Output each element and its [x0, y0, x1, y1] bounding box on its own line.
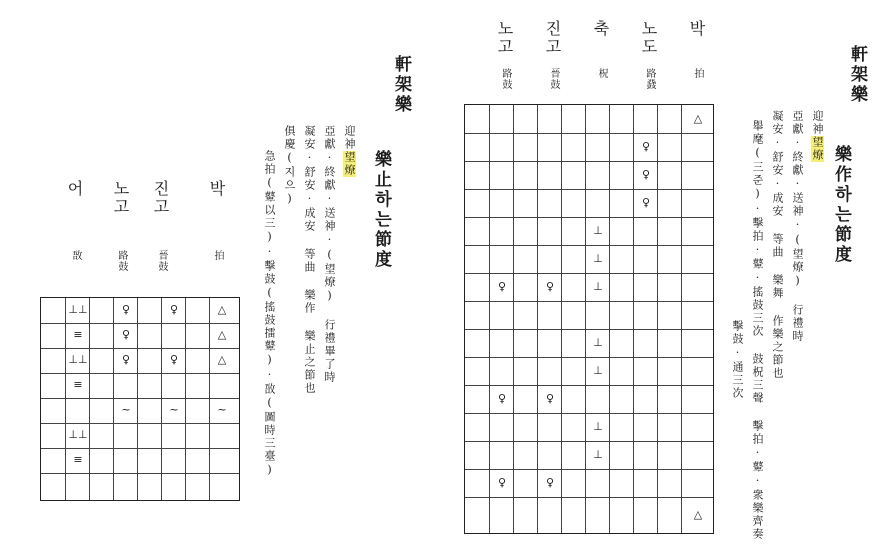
left-sym-17: ~: [217, 403, 227, 416]
left-sym-15: △: [217, 328, 227, 341]
right-page: [440, 0, 883, 547]
right-drum-6: ♀: [497, 392, 507, 405]
left-sym-5: ⊥⊥: [68, 428, 88, 441]
right-tick-6: ⊥: [593, 420, 603, 433]
left-line-2: 亞獻·終獻·送神·(望燎) 行禮畢了時: [323, 125, 336, 384]
left-title: 軒架樂: [391, 55, 411, 115]
right-tick-7: ⊥: [593, 448, 603, 461]
right-line-3: 凝安·舒安·成安 等曲 樂舞 作樂之節也: [771, 110, 784, 380]
left-line-4: 俱慶(지으): [283, 125, 296, 207]
right-line-1: 迎神望燎: [811, 110, 824, 162]
left-sym-4: ≡: [73, 378, 83, 391]
left-subtitle: 樂止하는節度: [371, 150, 391, 270]
left-col-hanja-3: 路鼓: [116, 250, 127, 272]
right-drum-3: ♀: [641, 196, 651, 209]
right-tick-1: ⊥: [593, 224, 603, 237]
right-col-header-4: 진고: [543, 20, 562, 56]
left-sym-16: △: [217, 353, 227, 366]
right-col-hanja-2: 路鼗: [644, 68, 655, 90]
right-subtitle: 樂作하는節度: [831, 145, 851, 265]
right-highlight: 望燎: [811, 136, 824, 162]
left-col-hanja-2: 晉鼓: [156, 250, 167, 272]
right-drum-1: ♀: [641, 140, 651, 153]
left-col-hanja-4: 敔: [70, 250, 81, 261]
right-drum-4: ♀: [497, 280, 507, 293]
left-sym-8: ♀: [121, 328, 131, 341]
right-tick-4: ⊥: [593, 336, 603, 349]
left-col-header-2: 진고: [151, 180, 170, 216]
left-sym-11: ♀: [169, 303, 179, 316]
left-col-hanja-1: 拍: [212, 250, 223, 261]
left-sym-10: ~: [121, 403, 131, 416]
right-line-5: 擊鼓·通三次: [731, 320, 744, 400]
right-col-header-5: 노고: [495, 20, 514, 56]
left-sym-1: ⊥⊥: [68, 303, 88, 316]
right-col-hanja-4: 晉鼓: [548, 68, 559, 90]
right-col-header-2: 노도: [639, 20, 658, 56]
right-drum-8: ♀: [497, 476, 507, 489]
right-line-4: 舉麾(三준)·擊拍·鼙·搖鼓三次 鼓柷三聲 擊拍·鼙·衆樂齊奏: [751, 120, 764, 541]
left-line-1: 迎神望燎: [343, 125, 356, 177]
left-sym-2: ≡: [73, 328, 83, 341]
left-col-header-3: 노고: [111, 180, 130, 216]
right-tick-2: ⊥: [593, 252, 603, 265]
right-title: 軒架樂: [847, 45, 867, 105]
left-line-3: 凝安·舒安·成安 等曲 樂作 樂止之節也: [303, 125, 316, 395]
right-col-hanja-1: 拍: [692, 68, 703, 79]
left-sym-9: ♀: [121, 353, 131, 366]
left-sym-14: △: [217, 303, 227, 316]
left-notation-grid: [40, 297, 240, 501]
right-tri-bottom: △: [693, 508, 703, 521]
right-col-header-1: 박: [687, 20, 706, 38]
right-drum-5: ♀: [545, 280, 555, 293]
left-sym-12: ♀: [169, 353, 179, 366]
right-tri-top: △: [693, 112, 703, 125]
left-sym-3: ⊥⊥: [68, 353, 88, 366]
left-highlight: 望燎: [343, 151, 356, 177]
left-line-5: 急拍(鼙以三)·擊鼓(搖鼓擂鼙)·敔(圖時三臺): [263, 150, 276, 478]
right-drum-2: ♀: [641, 168, 651, 181]
right-line-2: 亞獻·終獻·送神·(望燎) 行禮時: [791, 110, 804, 343]
left-col-header-4: 어: [65, 180, 84, 198]
left-sym-7: ♀: [121, 303, 131, 316]
right-col-header-3: 축: [591, 20, 610, 38]
left-sym-6: ≡: [73, 453, 83, 466]
right-col-hanja-5: 路鼓: [500, 68, 511, 90]
right-tick-5: ⊥: [593, 364, 603, 377]
right-drum-9: ♀: [545, 476, 555, 489]
left-page: [0, 0, 440, 547]
right-col-hanja-3: 柷: [596, 68, 607, 79]
right-drum-7: ♀: [545, 392, 555, 405]
right-tick-3: ⊥: [593, 280, 603, 293]
left-sym-13: ~: [169, 403, 179, 416]
right-notation-grid: [464, 104, 714, 534]
left-col-header-1: 박: [207, 180, 226, 198]
